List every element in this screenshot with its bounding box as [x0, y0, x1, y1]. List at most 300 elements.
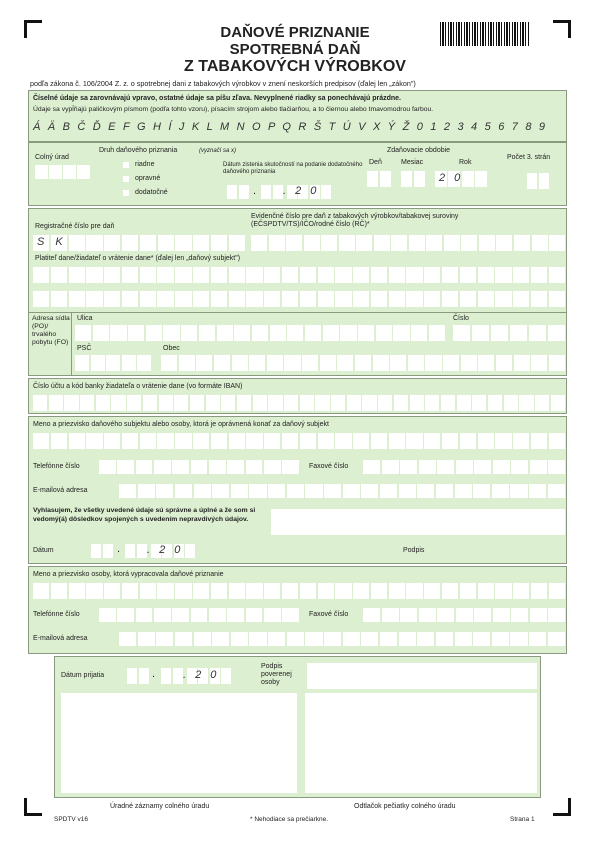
char-cell[interactable]: [140, 235, 156, 251]
char-cell[interactable]: [335, 433, 351, 449]
char-cell[interactable]: [382, 608, 399, 622]
char-cell[interactable]: [362, 395, 376, 411]
fax-field[interactable]: [363, 460, 565, 474]
char-cell[interactable]: [529, 484, 546, 498]
char-cell[interactable]: [335, 267, 351, 283]
char-cell[interactable]: [69, 433, 85, 449]
char-cell[interactable]: [110, 325, 126, 341]
char-cell[interactable]: [442, 291, 458, 307]
char-cell[interactable]: [380, 171, 391, 187]
char-cell[interactable]: [391, 235, 407, 251]
char-cell[interactable]: [246, 291, 262, 307]
char-cell[interactable]: [137, 544, 147, 558]
char-cell[interactable]: [488, 395, 502, 411]
char-cell[interactable]: [429, 325, 445, 341]
char-cell[interactable]: [193, 291, 209, 307]
char-cell[interactable]: [261, 185, 271, 199]
char-cell[interactable]: [209, 460, 226, 474]
char-cell[interactable]: [122, 355, 136, 371]
char-cell[interactable]: [194, 632, 211, 646]
char-cell[interactable]: [193, 433, 209, 449]
email-field[interactable]: [119, 484, 565, 498]
char-cell[interactable]: [519, 395, 533, 411]
char-cell[interactable]: [410, 395, 424, 411]
char-cell[interactable]: [125, 544, 135, 558]
taxpayer-name-line2[interactable]: [33, 291, 565, 307]
char-cell[interactable]: [551, 395, 565, 411]
char-cell[interactable]: [371, 433, 387, 449]
char-cell[interactable]: [436, 484, 453, 498]
char-cell[interactable]: [138, 484, 155, 498]
char-cell[interactable]: [389, 433, 405, 449]
char-cell[interactable]: [548, 325, 565, 341]
char-cell[interactable]: [51, 433, 67, 449]
char-cell[interactable]: [246, 583, 262, 599]
char-cell[interactable]: [453, 325, 470, 341]
char-cell[interactable]: [426, 235, 442, 251]
char-cell[interactable]: [264, 583, 280, 599]
char-cell[interactable]: [443, 355, 459, 371]
char-cell[interactable]: [157, 267, 173, 283]
char-cell[interactable]: [331, 395, 345, 411]
char-cell[interactable]: [514, 355, 530, 371]
char-cell[interactable]: [400, 460, 417, 474]
char-cell[interactable]: [282, 433, 298, 449]
taxpayer-name-line1[interactable]: [33, 267, 565, 283]
char-cell[interactable]: [268, 484, 285, 498]
checkbox-dodatocne[interactable]: [123, 190, 129, 196]
char-cell[interactable]: [252, 325, 268, 341]
char-cell[interactable]: [380, 632, 397, 646]
char-cell[interactable]: [287, 632, 304, 646]
char-cell[interactable]: [253, 395, 267, 411]
char-cell[interactable]: [304, 235, 320, 251]
char-cell[interactable]: [229, 267, 245, 283]
char-cell[interactable]: [104, 583, 120, 599]
period-month[interactable]: [401, 171, 425, 187]
char-cell[interactable]: [461, 235, 477, 251]
char-cell[interactable]: [335, 291, 351, 307]
char-cell[interactable]: [128, 325, 144, 341]
char-cell[interactable]: [193, 583, 209, 599]
char-cell[interactable]: [393, 325, 409, 341]
char-cell[interactable]: [175, 583, 191, 599]
char-cell[interactable]: [513, 267, 529, 283]
char-cell[interactable]: [374, 235, 390, 251]
char-cell[interactable]: [337, 355, 353, 371]
char-cell[interactable]: [462, 171, 474, 187]
char-cell[interactable]: [221, 395, 235, 411]
char-cell[interactable]: [111, 395, 125, 411]
char-cell[interactable]: [318, 291, 334, 307]
char-cell[interactable]: [193, 267, 209, 283]
char-cell[interactable]: [324, 632, 341, 646]
char-cell[interactable]: [424, 267, 440, 283]
char-cell[interactable]: [532, 235, 548, 251]
char-cell[interactable]: [158, 235, 174, 251]
char-cell[interactable]: [136, 608, 153, 622]
char-cell[interactable]: [209, 608, 226, 622]
char-cell[interactable]: [343, 484, 360, 498]
char-cell[interactable]: [324, 484, 341, 498]
char-cell[interactable]: [549, 433, 565, 449]
char-cell[interactable]: [442, 433, 458, 449]
char-cell[interactable]: [373, 355, 389, 371]
char-cell[interactable]: [353, 583, 369, 599]
char-cell[interactable]: [549, 267, 565, 283]
char-cell[interactable]: [356, 235, 372, 251]
char-cell[interactable]: [300, 291, 316, 307]
char-cell[interactable]: [496, 235, 512, 251]
char-cell[interactable]: [529, 632, 546, 646]
date-day[interactable]: [91, 544, 113, 558]
char-cell[interactable]: [353, 267, 369, 283]
char-cell[interactable]: [406, 433, 422, 449]
char-cell[interactable]: [211, 235, 227, 251]
char-cell[interactable]: [69, 235, 85, 251]
char-cell[interactable]: [510, 325, 527, 341]
page-count-field[interactable]: [527, 173, 549, 189]
char-cell[interactable]: [399, 484, 416, 498]
char-cell[interactable]: [548, 484, 565, 498]
excise-number-field[interactable]: [251, 235, 565, 251]
fax-field[interactable]: [363, 608, 565, 622]
char-cell[interactable]: [455, 484, 472, 498]
char-cell[interactable]: [286, 235, 302, 251]
char-cell[interactable]: [140, 267, 156, 283]
char-cell[interactable]: [51, 267, 67, 283]
char-cell[interactable]: [99, 460, 116, 474]
char-cell[interactable]: [414, 171, 425, 187]
char-cell[interactable]: [122, 267, 138, 283]
char-cell[interactable]: [119, 484, 136, 498]
char-cell[interactable]: [361, 484, 378, 498]
char-cell[interactable]: [127, 395, 141, 411]
char-cell[interactable]: [104, 433, 120, 449]
char-cell[interactable]: [86, 583, 102, 599]
char-cell[interactable]: [495, 267, 511, 283]
char-cell[interactable]: [246, 433, 262, 449]
char-cell[interactable]: [227, 185, 237, 199]
char-cell[interactable]: [424, 433, 440, 449]
char-cell[interactable]: [191, 608, 208, 622]
char-cell[interactable]: [411, 325, 427, 341]
char-cell[interactable]: [535, 395, 549, 411]
char-cell[interactable]: [217, 325, 233, 341]
official-records-box[interactable]: [61, 693, 297, 793]
char-cell[interactable]: [33, 291, 49, 307]
char-cell[interactable]: [212, 484, 229, 498]
char-cell[interactable]: [358, 325, 374, 341]
char-cell[interactable]: [441, 395, 455, 411]
char-cell[interactable]: [282, 460, 299, 474]
char-cell[interactable]: [122, 291, 138, 307]
char-cell[interactable]: [140, 433, 156, 449]
char-cell[interactable]: [539, 173, 549, 189]
char-cell[interactable]: [548, 460, 565, 474]
char-cell[interactable]: [318, 583, 334, 599]
char-cell[interactable]: [140, 291, 156, 307]
char-cell[interactable]: [231, 632, 248, 646]
char-cell[interactable]: [408, 355, 424, 371]
char-cell[interactable]: [173, 668, 183, 684]
char-cell[interactable]: [237, 395, 251, 411]
char-cell[interactable]: [510, 632, 527, 646]
char-cell[interactable]: [511, 608, 528, 622]
char-cell[interactable]: [268, 395, 282, 411]
char-cell[interactable]: [214, 355, 230, 371]
char-cell[interactable]: [419, 460, 436, 474]
char-cell[interactable]: [181, 325, 197, 341]
char-cell[interactable]: [122, 433, 138, 449]
char-cell[interactable]: [268, 632, 285, 646]
char-cell[interactable]: [69, 267, 85, 283]
char-cell[interactable]: [234, 325, 250, 341]
char-cell[interactable]: [229, 433, 245, 449]
char-cell[interactable]: [531, 433, 547, 449]
char-cell[interactable]: [425, 395, 439, 411]
char-cell[interactable]: [318, 267, 334, 283]
house-number-field[interactable]: [453, 325, 565, 341]
char-cell[interactable]: [33, 433, 49, 449]
char-cell[interactable]: [284, 355, 300, 371]
char-cell[interactable]: [472, 325, 489, 341]
char-cell[interactable]: [492, 632, 509, 646]
char-cell[interactable]: [185, 544, 195, 558]
char-cell[interactable]: [229, 235, 245, 251]
char-cell[interactable]: [478, 267, 494, 283]
char-cell[interactable]: [318, 433, 334, 449]
char-cell[interactable]: [49, 165, 62, 179]
char-cell[interactable]: [390, 355, 406, 371]
char-cell[interactable]: [305, 484, 322, 498]
char-cell[interactable]: [161, 355, 177, 371]
char-cell[interactable]: [400, 608, 417, 622]
signature-box[interactable]: [271, 509, 565, 535]
char-cell[interactable]: [96, 395, 110, 411]
char-cell[interactable]: [339, 235, 355, 251]
char-cell[interactable]: [196, 355, 212, 371]
char-cell[interactable]: [157, 583, 173, 599]
char-cell[interactable]: [211, 291, 227, 307]
iban-field[interactable]: [33, 395, 565, 411]
char-cell[interactable]: [315, 395, 329, 411]
char-cell[interactable]: [478, 433, 494, 449]
char-cell[interactable]: [378, 395, 392, 411]
char-cell[interactable]: [406, 267, 422, 283]
char-cell[interactable]: [460, 583, 476, 599]
char-cell[interactable]: [175, 235, 191, 251]
char-cell[interactable]: [347, 395, 361, 411]
char-cell[interactable]: [33, 267, 49, 283]
char-cell[interactable]: [64, 395, 78, 411]
char-cell[interactable]: [154, 608, 171, 622]
char-cell[interactable]: [282, 267, 298, 283]
char-cell[interactable]: [302, 355, 318, 371]
char-cell[interactable]: [227, 608, 244, 622]
char-cell[interactable]: [425, 355, 441, 371]
char-cell[interactable]: [419, 608, 436, 622]
char-cell[interactable]: [460, 291, 476, 307]
char-cell[interactable]: [495, 433, 511, 449]
char-cell[interactable]: [157, 291, 173, 307]
char-cell[interactable]: [282, 608, 299, 622]
char-cell[interactable]: [473, 484, 490, 498]
char-cell[interactable]: [49, 395, 63, 411]
char-cell[interactable]: [504, 395, 518, 411]
char-cell[interactable]: [300, 433, 316, 449]
char-cell[interactable]: [548, 632, 565, 646]
char-cell[interactable]: [273, 185, 283, 199]
char-cell[interactable]: [69, 291, 85, 307]
char-cell[interactable]: [264, 291, 280, 307]
char-cell[interactable]: [269, 235, 285, 251]
char-cell[interactable]: [460, 433, 476, 449]
char-cell[interactable]: [417, 484, 434, 498]
char-cell[interactable]: [548, 608, 565, 622]
char-cell[interactable]: [363, 608, 380, 622]
char-cell[interactable]: [211, 267, 227, 283]
char-cell[interactable]: [455, 632, 472, 646]
char-cell[interactable]: [456, 460, 473, 474]
char-cell[interactable]: [211, 583, 227, 599]
char-cell[interactable]: [394, 395, 408, 411]
char-cell[interactable]: [249, 484, 266, 498]
char-cell[interactable]: [437, 608, 454, 622]
char-cell[interactable]: [175, 484, 192, 498]
char-cell[interactable]: [282, 291, 298, 307]
char-cell[interactable]: [406, 583, 422, 599]
char-cell[interactable]: [549, 583, 565, 599]
char-cell[interactable]: [231, 484, 248, 498]
char-cell[interactable]: [456, 608, 473, 622]
char-cell[interactable]: [75, 355, 89, 371]
char-cell[interactable]: [104, 267, 120, 283]
char-cell[interactable]: [376, 325, 392, 341]
char-cell[interactable]: [389, 291, 405, 307]
char-cell[interactable]: [460, 267, 476, 283]
char-cell[interactable]: [174, 395, 188, 411]
char-cell[interactable]: [531, 267, 547, 283]
char-cell[interactable]: [91, 544, 101, 558]
char-cell[interactable]: [424, 583, 440, 599]
char-cell[interactable]: [513, 583, 529, 599]
char-cell[interactable]: [531, 355, 547, 371]
preparer-name-field[interactable]: [33, 583, 565, 599]
char-cell[interactable]: [175, 267, 191, 283]
char-cell[interactable]: [474, 460, 491, 474]
char-cell[interactable]: [371, 267, 387, 283]
char-cell[interactable]: [380, 484, 397, 498]
char-cell[interactable]: [33, 395, 47, 411]
char-cell[interactable]: [138, 632, 155, 646]
char-cell[interactable]: [461, 355, 477, 371]
char-cell[interactable]: [320, 355, 336, 371]
email-field[interactable]: [119, 632, 565, 646]
finding-date-month[interactable]: [261, 185, 283, 199]
char-cell[interactable]: [531, 291, 547, 307]
char-cell[interactable]: [227, 460, 244, 474]
char-cell[interactable]: [371, 583, 387, 599]
char-cell[interactable]: [156, 632, 173, 646]
char-cell[interactable]: [513, 291, 529, 307]
char-cell[interactable]: [63, 165, 76, 179]
char-cell[interactable]: [156, 484, 173, 498]
char-cell[interactable]: [493, 608, 510, 622]
char-cell[interactable]: [424, 291, 440, 307]
char-cell[interactable]: [86, 235, 102, 251]
char-cell[interactable]: [172, 460, 189, 474]
char-cell[interactable]: [527, 173, 537, 189]
char-cell[interactable]: [264, 433, 280, 449]
char-cell[interactable]: [531, 583, 547, 599]
char-cell[interactable]: [264, 460, 281, 474]
char-cell[interactable]: [75, 325, 91, 341]
char-cell[interactable]: [69, 583, 85, 599]
char-cell[interactable]: [474, 608, 491, 622]
char-cell[interactable]: [159, 395, 173, 411]
char-cell[interactable]: [163, 325, 179, 341]
char-cell[interactable]: [437, 460, 454, 474]
char-cell[interactable]: [529, 325, 546, 341]
receipt-date-day[interactable]: [127, 668, 149, 684]
char-cell[interactable]: [491, 325, 508, 341]
char-cell[interactable]: [264, 608, 281, 622]
char-cell[interactable]: [249, 355, 265, 371]
char-cell[interactable]: [136, 460, 153, 474]
char-cell[interactable]: [442, 267, 458, 283]
char-cell[interactable]: [175, 433, 191, 449]
char-cell[interactable]: [287, 484, 304, 498]
char-cell[interactable]: [86, 267, 102, 283]
char-cell[interactable]: [106, 355, 120, 371]
char-cell[interactable]: [154, 460, 171, 474]
char-cell[interactable]: [249, 632, 266, 646]
checkbox-opravne[interactable]: [123, 176, 129, 182]
char-cell[interactable]: [409, 235, 425, 251]
char-cell[interactable]: [287, 325, 303, 341]
char-cell[interactable]: [122, 235, 138, 251]
phone-field[interactable]: [99, 608, 299, 622]
char-cell[interactable]: [246, 267, 262, 283]
char-cell[interactable]: [363, 460, 380, 474]
char-cell[interactable]: [91, 355, 105, 371]
char-cell[interactable]: [355, 355, 371, 371]
phone-field[interactable]: [99, 460, 299, 474]
char-cell[interactable]: [143, 395, 157, 411]
char-cell[interactable]: [511, 460, 528, 474]
char-cell[interactable]: [367, 171, 378, 187]
char-cell[interactable]: [300, 395, 314, 411]
char-cell[interactable]: [80, 395, 94, 411]
char-cell[interactable]: [389, 583, 405, 599]
representative-name-field[interactable]: [33, 433, 565, 449]
char-cell[interactable]: [117, 460, 134, 474]
char-cell[interactable]: [93, 325, 109, 341]
char-cell[interactable]: [175, 291, 191, 307]
char-cell[interactable]: [51, 291, 67, 307]
char-cell[interactable]: [442, 583, 458, 599]
char-cell[interactable]: [232, 355, 248, 371]
char-cell[interactable]: [361, 632, 378, 646]
char-cell[interactable]: [229, 291, 245, 307]
char-cell[interactable]: [104, 291, 120, 307]
char-cell[interactable]: [343, 632, 360, 646]
char-cell[interactable]: [284, 395, 298, 411]
char-cell[interactable]: [495, 583, 511, 599]
char-cell[interactable]: [194, 484, 211, 498]
char-cell[interactable]: [246, 608, 263, 622]
